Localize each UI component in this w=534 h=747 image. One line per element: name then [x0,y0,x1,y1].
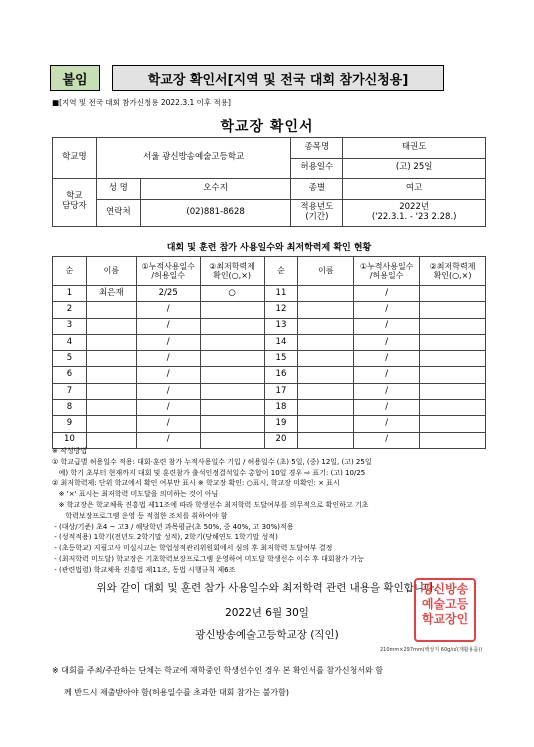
footer-note [52,660,492,704]
row-no: 13 [264,318,298,334]
school-value: 서울 광신방송예술고등학교 [96,138,291,179]
row-days: / [136,334,200,350]
row-no: 11 [264,286,298,302]
row-check [200,318,264,334]
row-name: 최은재 [86,286,136,302]
row-no: 17 [264,383,298,399]
row-no: 4 [53,334,87,350]
page-title: 학교장 확인서 [220,119,314,135]
instruction-line: - (관련법령) 학교체육 진흥법 제11조, 동법 시행규칙 제6조 [52,565,236,574]
row-name [298,286,354,302]
usage-table [52,256,486,449]
info-table [52,137,486,227]
instruction-line: ① 학교급별 허용일수 적용: 대회·훈련 참가 누적사용일수 기입 / 허용일수 (초) 5일, (중) 12일, (고) 25일 [52,457,372,466]
row-check [420,286,486,302]
row-no: 10 [53,432,87,448]
instruction-line: ※ 작성방법 [52,447,88,455]
row-days: / [136,318,200,334]
row-name [86,302,136,318]
header-days: ①누적사용일수 /허용일수 [354,257,420,286]
row-name [298,334,354,350]
row-days: / [136,367,200,383]
usage-section-title: 대회 및 훈련 참가 사용일수와 최저학력제 확인 현황 [166,243,372,253]
row-check [420,334,486,350]
row-name [86,416,136,432]
header-name: 이름 [298,257,354,286]
row-no: 15 [264,351,298,367]
row-name [86,351,136,367]
row-check [420,302,486,318]
row-no: 19 [264,416,298,432]
row-check [200,334,264,350]
instruction-line: - (초등학교) 지필고사 미실시교는 학업성적관리위원회에서 심의 후 최저학력 도달여부 결정 [52,544,333,553]
row-no: 20 [264,432,298,448]
row-days: / [136,302,200,318]
row-check [420,383,486,399]
row-days: / [354,318,420,334]
attachment-tag: 붙임 [50,65,100,91]
instruction-line: - (성적적용) 1학기(전년도 2학기말 성적), 2학기(당해연도 1학기말 성적) [52,533,278,542]
row-no: 18 [264,400,298,416]
row-name [86,367,136,383]
footer-line-2: 께 반드시 제출받아야 함(허용일수를 초과한 대회 참가는 불가함) [64,688,289,697]
row-no: 14 [264,334,298,350]
instruction-line: ※ 학교장은 학교체육 진흥법 제11조에 따라 학생선수 최저학력 도달여부를 의무적으로 확인하고 기초 [52,500,369,509]
row-name [298,351,354,367]
official-seal: 광신방송 예술고등 학교장인 [414,578,476,642]
footer-line-1: ※ 대회를 주최/주관하는 단체는 학교에 재학중인 학생선수인 경우 본 확인서를 참가신청서와 함 [52,666,384,675]
row-days: / [354,286,420,302]
row-name [298,383,354,399]
row-check [420,367,486,383]
row-no: 9 [53,416,87,432]
row-days: / [354,302,420,318]
allow-value: (고) 25일 [343,158,486,179]
row-no: 7 [53,383,87,399]
row-name [86,400,136,416]
row-days: / [136,432,200,448]
instruction-line: 예) 학기 초부터 현재까지 대회 및 훈련참가 출석인정결석일수 총합이 10일 경우 ⇨ 표기: (고) 10/25 [52,468,366,477]
row-name [298,318,354,334]
principal-signature-line: 광신방송예술고등학교장 (직인) [195,629,339,641]
category-label: 종별 [291,179,343,200]
manager-label: 학교 담당자 [53,179,97,227]
instruction-line: - (최저학력 미도달) 학교장은 기초학력보장프로그램 운영하여 미도달 학생선수 이수 후 대회참가 가능 [52,554,364,563]
row-no: 5 [53,351,87,367]
row-name [86,334,136,350]
table-row [53,383,486,399]
name-label: 성 명 [96,179,140,200]
contact-value: (02)881-8628 [140,199,291,226]
header-check: ②최저학력제 확인(○,×) [200,257,264,286]
row-days: 2/25 [136,286,200,302]
row-no: 2 [53,302,87,318]
row-name [86,318,136,334]
applicable-note: ■[지역 및 전국 대회 참가신청용 2022.3.1 이후 적용] [52,98,231,107]
table-row [53,400,486,416]
header-no: 순 [53,257,87,286]
table-row [53,302,486,318]
row-days: / [136,383,200,399]
instruction-line: ② 최저학력제: 단위 학교에서 확인 여부만 표시 ※ 학교장 확인: ○표시, 학교장 미확인: × 표시 [52,479,340,488]
row-check [420,400,486,416]
row-name [298,367,354,383]
form-title-box: 학교장 확인서[지역 및 전국 대회 참가신청용] [112,65,444,91]
header-check: ②최저학력제 확인(○,×) [420,257,486,286]
confirm-date: 2022년 6월 30일 [225,607,309,619]
instructions [52,446,492,576]
row-days: / [354,416,420,432]
allow-label: 허용일수 [291,158,343,179]
instruction-line: 학력보장프로그램 운영 등 적절한 조치를 취하여야 함 [52,511,228,520]
row-name [298,400,354,416]
row-no: 3 [53,318,87,334]
row-days: / [354,367,420,383]
row-check: ○ [200,286,264,302]
row-check [420,351,486,367]
category-value: 여고 [343,179,486,200]
name-value: 오수지 [140,179,291,200]
row-name [86,383,136,399]
event-value: 태권도 [343,138,486,159]
header-no: 순 [264,257,298,286]
row-check [200,302,264,318]
school-label: 학교명 [53,138,97,179]
instruction-line: ※ '×' 표시는 최저학력 미도달을 의미하는 것이 아님 [52,490,219,499]
row-check [200,400,264,416]
row-check [420,318,486,334]
row-days: / [354,400,420,416]
row-no: 6 [53,367,87,383]
table-row [53,318,486,334]
row-days: / [354,383,420,399]
row-days: / [354,432,420,448]
instruction-line: - (대상/기준) 초4 ~ 고3 / 해당학년 과목평균(초 50%, 중 40%, 고 30%)적용 [52,522,294,531]
paper-spec: 210mm×297mm(백상지 60g/㎡(재활용품)) [380,647,483,653]
header-name: 이름 [86,257,136,286]
row-name [298,302,354,318]
contact-label: 연락처 [96,199,140,226]
confirm-statement: 위와 같이 대회 및 훈련 참가 사용일수와 최저학력 관련 내용을 확인합니다. [96,582,438,594]
table-row [53,416,486,432]
row-check [420,416,486,432]
header-days: ①누적사용일수 /허용일수 [136,257,200,286]
row-days: / [354,334,420,350]
row-check [200,367,264,383]
row-days: / [136,416,200,432]
row-check [200,416,264,432]
table-row [53,351,486,367]
row-check [200,351,264,367]
row-days: / [136,351,200,367]
period-value: 2022년 ('22.3.1. - '23 2.28.) [343,199,486,226]
row-days: / [354,351,420,367]
table-row [53,334,486,350]
period-label: 적용년도 (기간) [291,199,343,226]
table-row [53,286,486,302]
row-no: 8 [53,400,87,416]
row-no: 12 [264,302,298,318]
row-no: 16 [264,367,298,383]
row-no: 1 [53,286,87,302]
row-name [298,416,354,432]
row-check [200,383,264,399]
table-row [53,367,486,383]
event-label: 종목명 [291,138,343,159]
row-days: / [136,400,200,416]
